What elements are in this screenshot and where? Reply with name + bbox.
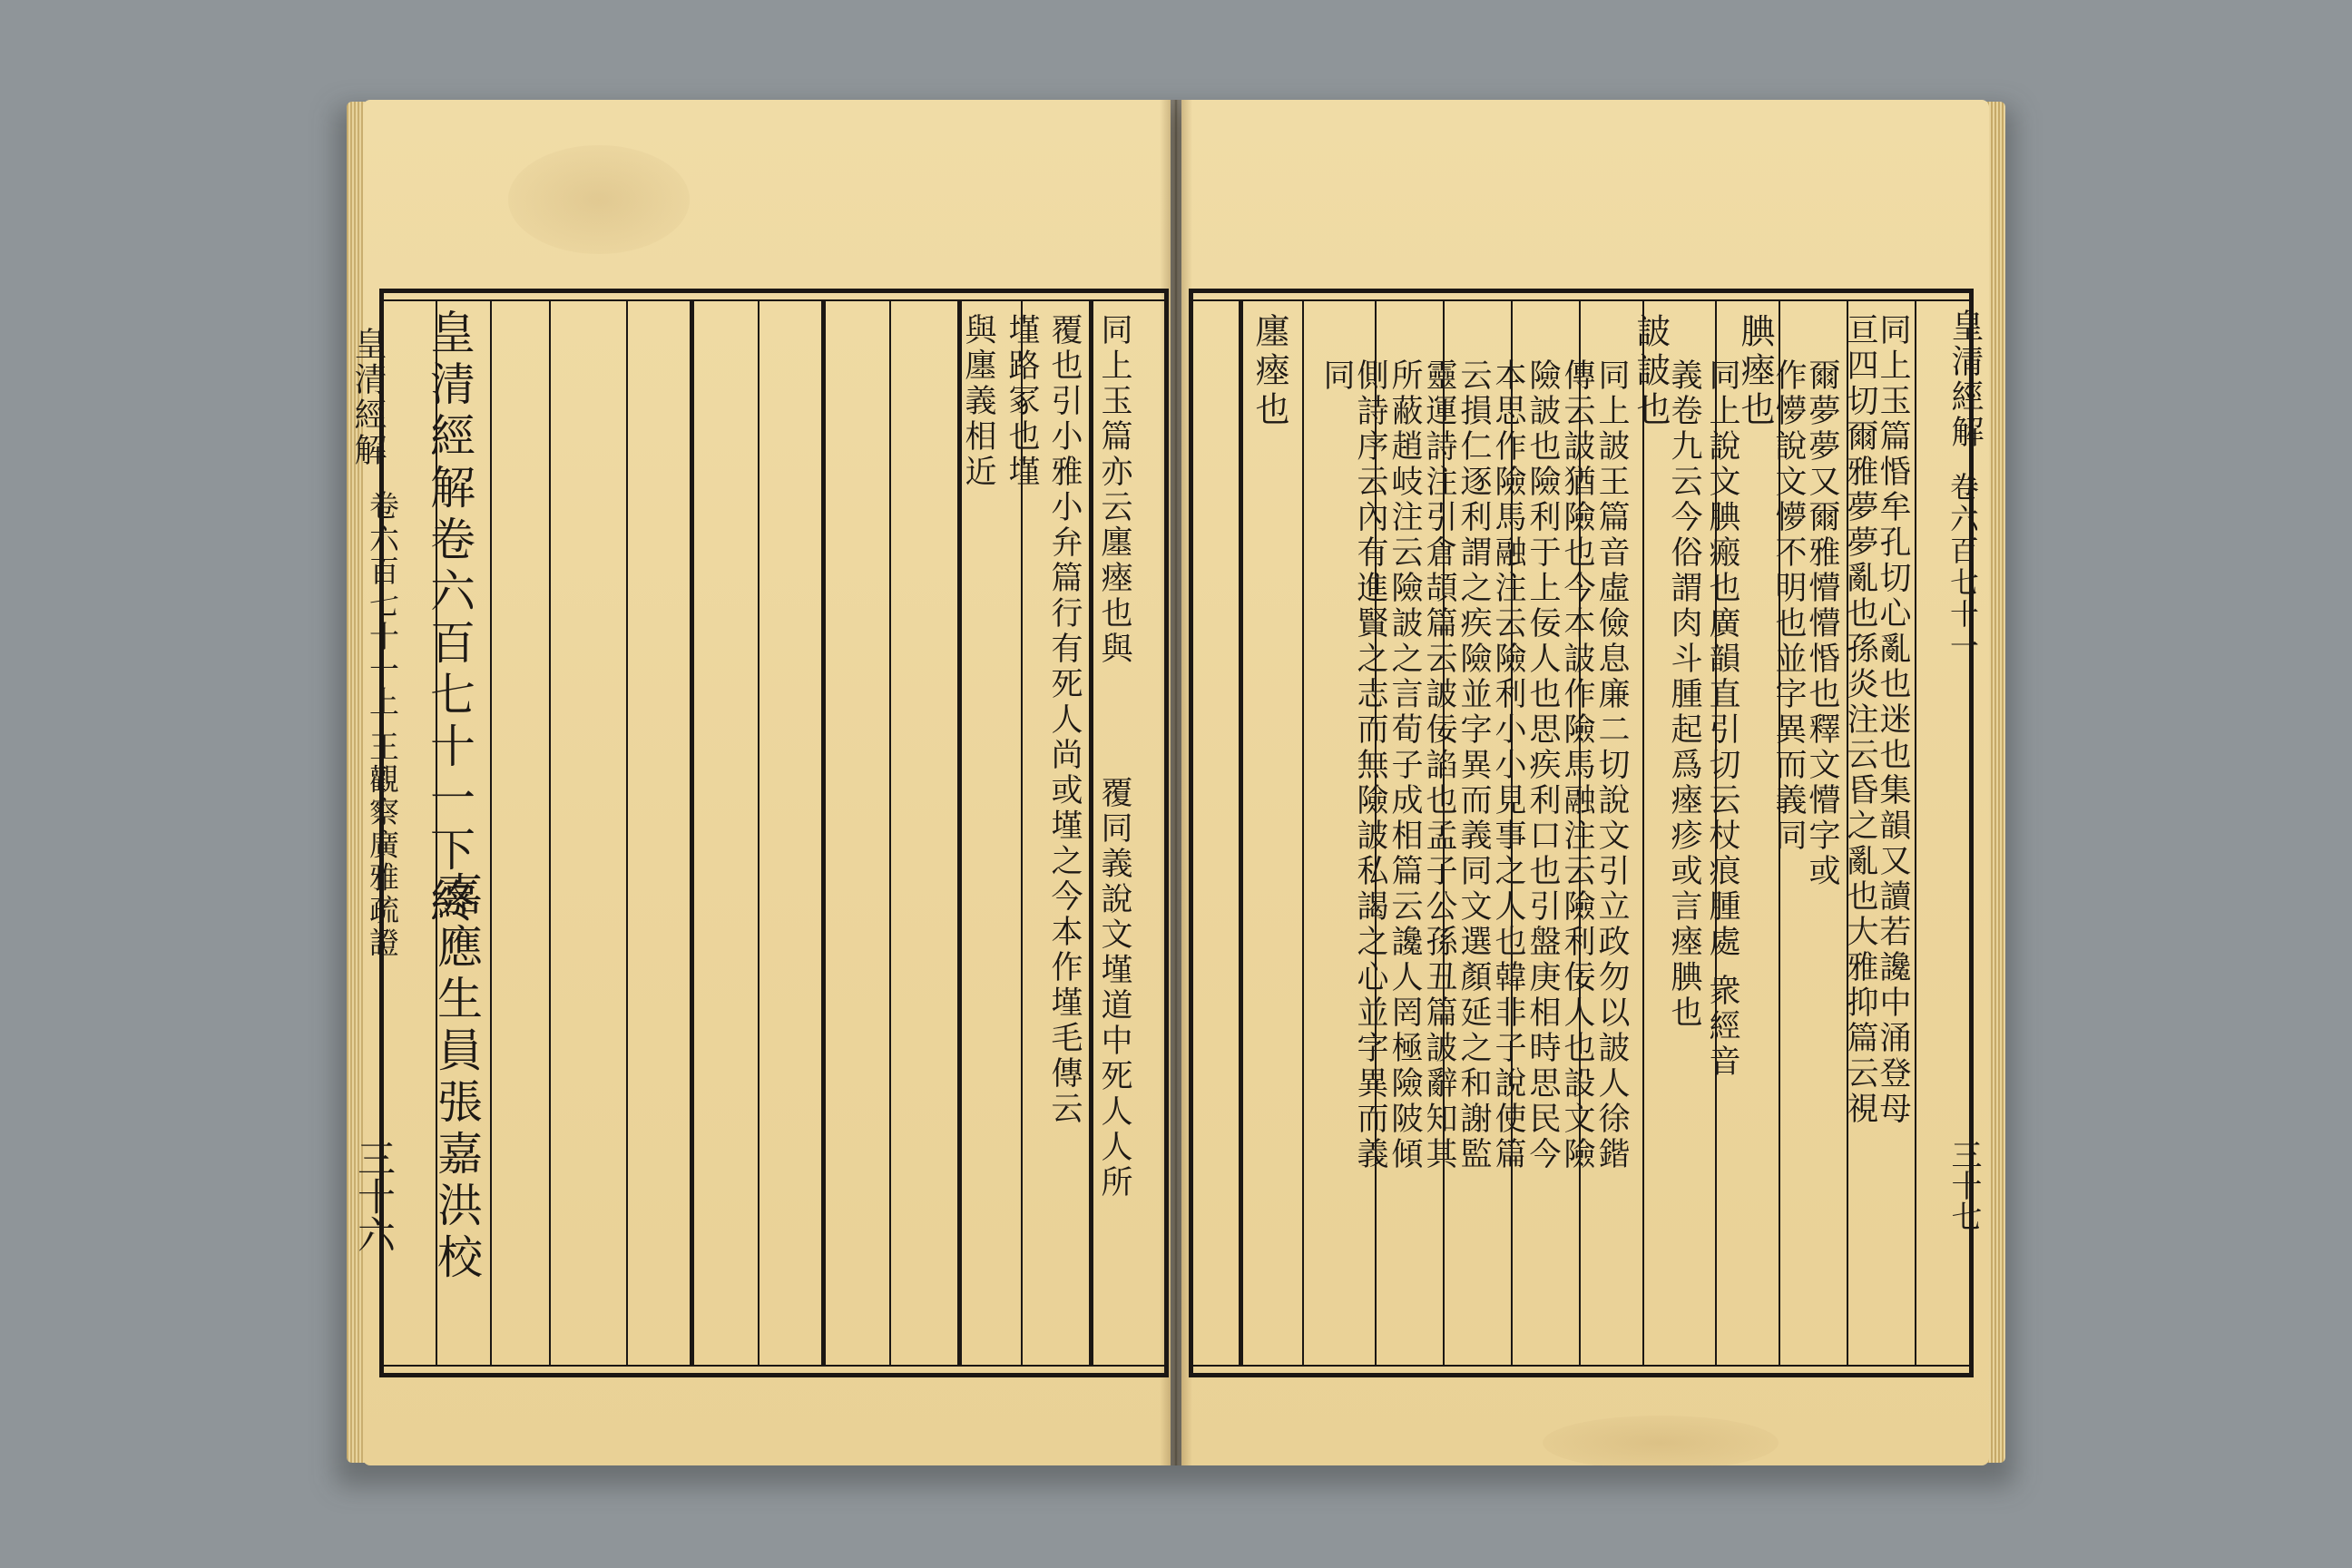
headword: 廛瘞也: [1250, 313, 1289, 430]
commentary-column: 與廛義相近: [960, 313, 996, 490]
commentary-column: 側詩序云內有進賢之志而無險詖私謁之心並字異而義: [1352, 358, 1388, 1172]
column-rule: [490, 299, 492, 1366]
column-rule: [690, 299, 694, 1366]
column-rule: [1642, 299, 1644, 1366]
headword: 腆瘞也: [1735, 313, 1775, 430]
commentary-column: 作懜說文懜不明也並字異而義同: [1770, 358, 1807, 854]
commentary-column: 傳云詖猶險也今本詖作險馬融注云險利佞人也設文險: [1559, 358, 1595, 1172]
commentary-column: 所蔽趙岐注云險詖之言荀子成相篇云讒人罔極險陂傾: [1387, 358, 1423, 1172]
left-folio-number: 三十六: [352, 1139, 397, 1253]
column-rule: [1302, 299, 1304, 1366]
right-folio-number: 三十七: [1945, 1139, 1982, 1231]
left-margin-title: 皇清經解: [349, 327, 387, 468]
commentary-column: 同上詖王篇音虛儉息廉二切說文引立政勿以詖人徐鍇: [1593, 358, 1630, 1172]
commentary-column: 亘四切爾雅夢夢亂也孫炎注云昏之亂也大雅抑篇云視: [1842, 313, 1878, 1127]
column-rule: [1089, 299, 1093, 1366]
right-margin-title: 皇清經解: [1946, 309, 1984, 450]
headword: 詖詖也: [1631, 313, 1671, 430]
proofreader-credit: 嘉應生員張嘉洪校: [430, 871, 483, 1285]
commentary-column: 同上玉篇惛牟孔切心亂也迷也集韻又讀若讒中涌登母: [1875, 313, 1911, 1127]
commentary-column: 覆也引小雅小弁篇行有死人尚或墐之今本作墐毛傳云: [1046, 313, 1083, 1127]
column-rule: [1915, 299, 1916, 1366]
commentary-column: 爾夢夢又爾雅懵懵惛也釋文懵字或: [1804, 358, 1840, 889]
commentary-column: 同: [1318, 358, 1355, 394]
left-frame-edge: [1164, 289, 1169, 1377]
commentary-column: 險詖也險利于上佞人也思疾利口也引盤庚相時思民今: [1524, 358, 1561, 1172]
column-rule: [626, 299, 628, 1366]
commentary-column: 靈運詩注引倉頡篇云詖佞諂也孟子公孫丑篇詖辭知其: [1421, 358, 1457, 1172]
commentary-column: 覆同義說文墐道中死人人所: [1096, 776, 1132, 1200]
commentary-column: 本思作險馬融注云險利小小見事之人也韓非子說使篇: [1490, 358, 1526, 1172]
column-rule: [889, 299, 891, 1366]
right-margin-subtitle: 卷六百七十一: [1945, 472, 1980, 662]
commentary-column: 同上玉篇亦云廛瘞也與: [1096, 313, 1132, 667]
volume-end-title: 皇清經解卷六百七十一下終: [423, 309, 475, 929]
paper-stain: [1543, 1416, 1779, 1470]
column-rule: [821, 299, 826, 1366]
column-rule: [549, 299, 551, 1366]
commentary-column: 同上說文腆瘢也廣韻直引切云杖痕腫處 衆經音: [1704, 358, 1740, 1081]
left-margin-subtitle: 卷六百七十一上 王觀察廣雅疏證: [365, 490, 400, 960]
column-rule: [758, 299, 760, 1366]
column-rule: [1239, 299, 1243, 1366]
commentary-column: 義卷九云今俗謂肉斗腫起爲瘞疹或言瘞腆也: [1666, 358, 1702, 1031]
commentary-column: 墐路冢也墐: [1004, 313, 1040, 490]
paper-stain: [508, 145, 690, 254]
right-frame-edge: [1189, 289, 1193, 1377]
commentary-column: 云損仁逐利謂之疾險並字異而義同文選顏延之和謝監: [1455, 358, 1492, 1172]
